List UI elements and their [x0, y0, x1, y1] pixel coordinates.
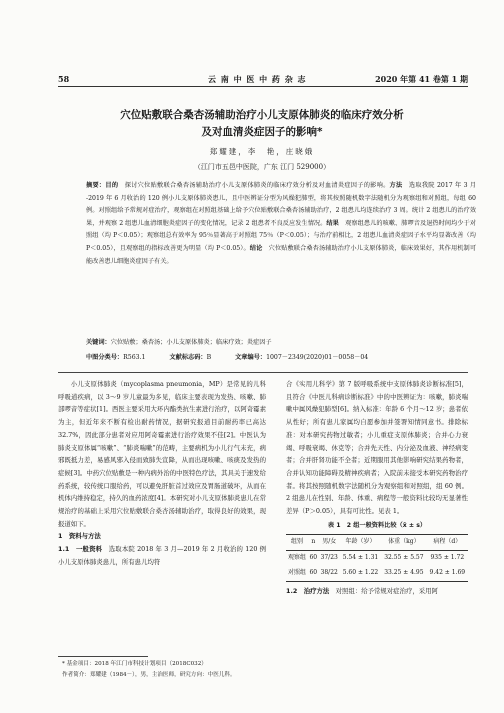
keywords-label: 关键词：: [86, 339, 111, 346]
section-heading-1: 1 资料与方法: [58, 532, 101, 541]
subsection-1-1-title: 1.1 一般资料: [58, 545, 103, 554]
table-cell: 33.25 ± 4.95: [384, 568, 424, 576]
clc-value: R563.1: [123, 354, 146, 361]
table-header-cell: 年龄（岁）: [345, 538, 376, 546]
baseline-table: [286, 534, 468, 581]
table-cell: 观察组: [287, 554, 306, 562]
table-header-cell: 病程（d）: [433, 538, 462, 546]
objective-text: 探讨穴位贴敷联合桑杏汤辅助治疗小儿支原体肺炎的临床疗效分析及对血清炎症因子的影响。: [124, 182, 390, 189]
article-no-value: 1007－2349(2020)01－0058－04: [266, 354, 369, 361]
footnote-rule: [58, 656, 148, 657]
result-text: 观察组患儿的咳嗽、肺啰音及退热时间均少于对照组（均 P＜0.05）；观察组总有效率为 95％显著高于对照组 75％（P＜0.05）；与治疗前相比，2 组患儿血清炎症因子水平均显著改善（均 P＜0.05），且观察组的指标改善更为明显（均 P＜0.05）。: [86, 219, 477, 252]
running-header: [58, 74, 468, 87]
table-cell: 935 ± 1.72: [430, 554, 465, 562]
table-header-cell: 体重（kg）: [388, 538, 420, 546]
table-cell: 5.60 ± 1.22: [342, 568, 379, 576]
issue-info: 2020 年第 41 卷第 1 期: [375, 74, 468, 84]
method-label: 方法: [389, 182, 403, 189]
doc-code-label: 文献标志码：: [169, 354, 207, 361]
title-line-1: 穴位贴敷联合桑杏汤辅助治疗小儿支原体肺炎的临床疗效分析: [120, 109, 404, 121]
table-caption: 表 1 2 组一般资料比较（x̄ ± s）: [327, 521, 427, 529]
article-no-label: 文章编号：: [235, 354, 267, 361]
left-column: [58, 378, 266, 569]
affiliation: （江门市五邑中医院，广东 江门 529000）: [193, 163, 331, 171]
table-header-cell: n: [311, 538, 316, 546]
result-label: 结果: [326, 219, 339, 227]
doc-code-value: B: [206, 354, 212, 361]
abstract: [86, 180, 476, 268]
clc-label: 中图分类号：: [86, 354, 124, 361]
title-line-2: 及对血清炎症因子的影响*: [201, 126, 323, 138]
abstract-label: 摘要：: [86, 182, 106, 189]
fund-footnote: * 基金项目：2018 年江门市科技计划项目（2018C032）: [62, 661, 207, 667]
subsection-1-1-text: 选取本院 2018 年 3 月—2019 年 2 月收治的 120 例小儿支原体肺炎患儿，所有患儿均符: [58, 545, 266, 566]
subsection-1-2-title: 1.2 治疗方法: [286, 586, 330, 595]
classification-line: [86, 352, 476, 364]
table-cell: 5.54 ± 1.31: [342, 554, 379, 562]
subsection-1-2-text: 对照组：给予常规对症治疗，采用阿: [335, 586, 438, 595]
keywords-text: 穴位贴敷；桑杏汤；小儿支原体肺炎；临床疗效；炎症因子: [110, 339, 272, 346]
conclusion-text: 穴位贴敷联合桑杏汤辅助治疗小儿支原体肺炎，临床效果好，其作用机制可能改善患儿细胞炎症因子有关。: [86, 244, 477, 265]
article-title: [60, 107, 464, 141]
table-cell: 9.42 ± 1.69: [429, 568, 466, 576]
divider: [58, 372, 468, 373]
table-row: [286, 551, 468, 566]
table-body: [286, 551, 468, 581]
table-cell: 32.55 ± 5.57: [384, 554, 424, 562]
table-header-cell: 男/女: [322, 538, 337, 546]
table-cell: 37/23: [320, 554, 338, 562]
intro-paragraph: 小儿支原体肺炎（mycoplasma pneumonia，MP）是常见的儿科呼吸道疾病，以 3～9 岁儿童最为多见，临床主要表现为发热、咳嗽、肺部啰音等症状[1]。西医主要采用大环内酯类抗生素进行治疗，以阿奇霉素为主，但近年来不断有检出耐药情况，据研究报道目前耐药率已高达 32.7%，因此部分患者对应用阿奇霉素进行治疗效果不佳[2]。中医认为肺炎支原体属“咳嗽”、“肺炎喘嗽”的范畴，主要病机为小儿行气未充，病邪既抵力差，易感风邪入侵而致肺失宣降，从而出现咳嗽、咳痰及发热的症候[3]。中药穴位贴敷是一种内病外治的中医特色疗法，其具关于速发给药系统，较传统口服给药，可以避免肝脏首过效应及胃肠道破坏，从而在机体内维持稳定，持久的血药浓度[4]。本研究对小儿支原体肺炎患儿在常规治疗的基础上采用穴位贴敷联合桑杏汤辅助治疗，取得良好的效果，现报道如下。: [58, 380, 266, 528]
table-cell: 60: [309, 568, 318, 576]
method-text: 选取我院 2017 年 3 月 -2019 年 6 月收治的 120 例小儿支原体肺炎患儿，且中医辨证分型为风燥犯肺型，将其按照随机数字法随机分为观察组和对照组，每组 60 例。对照组给予常规对症治疗，观察组在对照组基础上给予穴位贴敷联合桑杏汤辅助治疗，2 组患儿均连续治疗 3 周。统计 2 组患儿的治疗效果，并观察 2 组患儿血清细胞炎症因子的变化情况，记录 2 组患者不良反应发生情况。: [86, 182, 477, 227]
table-cell: 对照组: [287, 568, 306, 576]
subsection-1-1: [58, 543, 266, 568]
table-header-row: [286, 535, 468, 551]
table-header-cell: 组别: [290, 538, 303, 546]
author-footnote: 作者简介：郑耀建（1984－），男，主治医师，研究方向：中医儿科。: [62, 672, 236, 678]
objective-label: 目的: [105, 182, 119, 189]
right-column: [286, 378, 468, 597]
table-cell: 38/22: [320, 568, 338, 576]
table-cell: 60: [309, 554, 318, 562]
author-list: 郑耀建，李 艳，庄晓娥: [209, 147, 315, 156]
journal-name: 云 南 中 医 中 药 杂 志: [208, 74, 307, 84]
keywords: [86, 337, 476, 349]
subsection-1-2: [286, 585, 468, 598]
page-number: 58: [58, 74, 70, 84]
conclusion-label: 结论: [249, 244, 263, 252]
table-row: [286, 566, 468, 581]
footnotes: [62, 659, 282, 681]
criteria-paragraph: 合《实用儿科学》第 7 版呼吸系统中支原体肺炎诊断标准[5]，且符合《中医儿科病诊断标准》中的中医辨证为：咳嗽，肺炎喘嗽中属风燥犯肺型[6]。纳入标准：年龄 6 个月～12 岁；患者依从性好；所有患儿家属均自愿参加并签署知情同意书。排除标准：对本研究药物过敏者；小儿重症支原体肺炎；合并心力衰竭、呼吸衰竭、休克等；合并先天性、内分泌及血液、神经病变者；合并肝肾功能不全者；近期服用其他影响研究结果药物者，合并认知功能障碍及精神疾病者；入院前未接受本研究药物治疗者。将其按照随机数字法随机分为观察组和对照组，组 60 例。2 组患儿在性别、年龄、体重、病程等一般资料比较均无显著性差异（P＞0.05），具有可比性。见表 1。: [286, 380, 468, 516]
